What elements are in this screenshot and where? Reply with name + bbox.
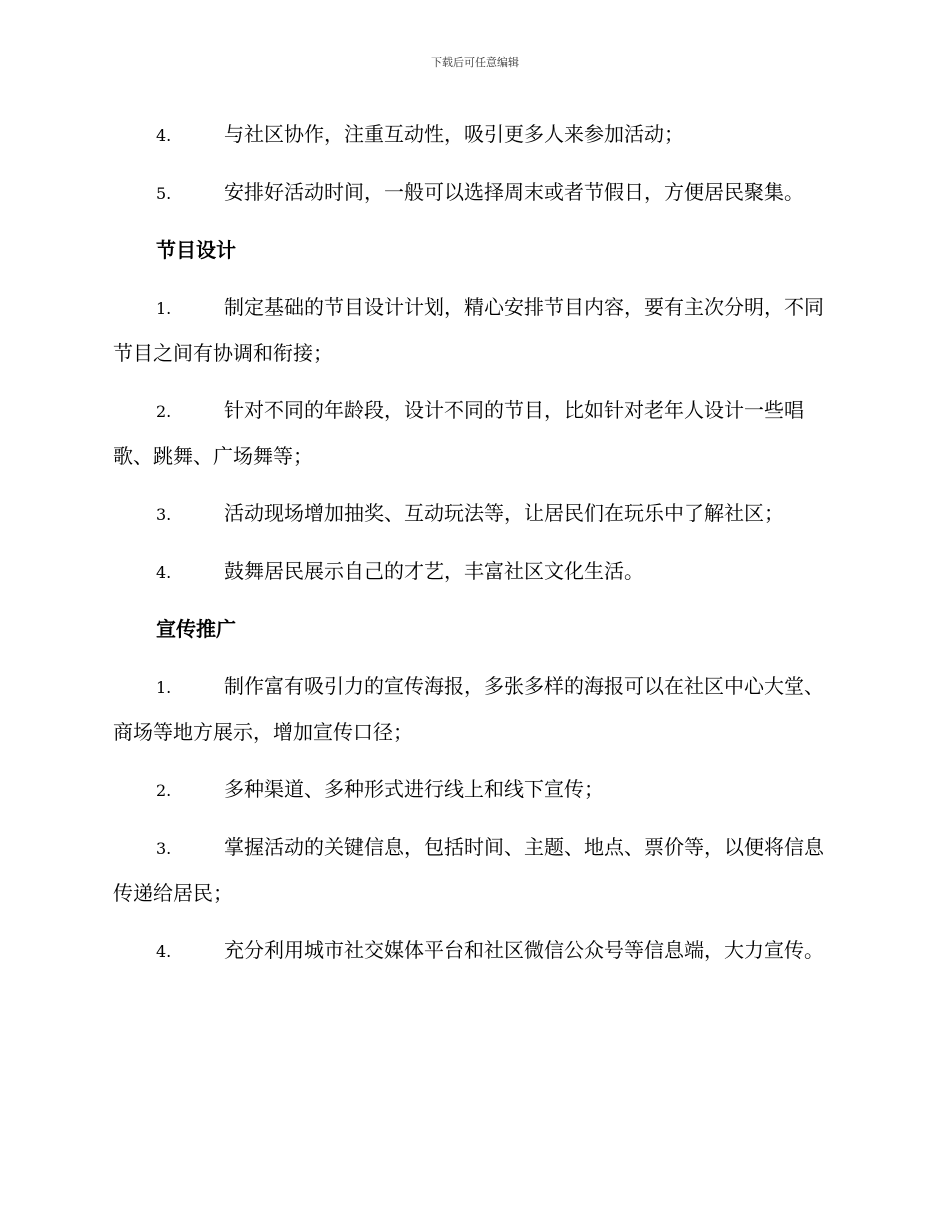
list-item xyxy=(113,767,835,813)
section-heading-promotion: 宣传推广 xyxy=(156,617,236,641)
item-number: 3. xyxy=(156,839,172,858)
item-text: 多种渠道、多种形式进行线上和线下宣传； xyxy=(224,777,604,801)
page-header: 下载后可任意编辑 xyxy=(431,56,519,69)
list-item xyxy=(113,549,835,595)
item-text: 充分利用城市社交媒体平台和社区微信公众号等信息端，大力宣传。 xyxy=(224,938,824,962)
list-item xyxy=(113,664,835,755)
list-item xyxy=(113,170,835,216)
item-number: 4. xyxy=(156,563,172,582)
item-text: 与社区协作，注重互动性，吸引更多人来参加活动； xyxy=(224,122,684,146)
list-item xyxy=(113,928,835,974)
list-item xyxy=(113,388,835,479)
item-number: 4. xyxy=(156,942,172,961)
item-text: 针对不同的年龄段，设计不同的节目，比如针对老年人设计一些唱歌、跳舞、广场舞等； xyxy=(113,398,804,468)
item-number: 2. xyxy=(156,402,172,421)
item-text: 活动现场增加抽奖、互动玩法等，让居民们在玩乐中了解社区； xyxy=(224,501,784,525)
item-number: 1. xyxy=(156,299,172,318)
document-body xyxy=(113,112,835,986)
item-text: 掌握活动的关键信息，包括时间、主题、地点、票价等，以便将信息传递给居民； xyxy=(113,835,824,905)
item-number: 3. xyxy=(156,505,172,524)
item-number: 5. xyxy=(156,184,172,203)
list-item xyxy=(113,285,835,376)
item-number: 1. xyxy=(156,678,172,697)
list-item xyxy=(113,491,835,537)
item-text: 制定基础的节目设计计划，精心安排节目内容，要有主次分明，不同节目之间有协调和衔接； xyxy=(113,295,824,365)
list-item xyxy=(113,825,835,916)
item-text: 制作富有吸引力的宣传海报，多张多样的海报可以在社区中心大堂、商场等地方展示，增加宣传口径； xyxy=(113,674,824,744)
item-number: 4. xyxy=(156,126,172,145)
item-text: 鼓舞居民展示自己的才艺，丰富社区文化生活。 xyxy=(224,559,644,583)
item-text: 安排好活动时间，一般可以选择周末或者节假日，方便居民聚集。 xyxy=(224,180,804,204)
item-number: 2. xyxy=(156,781,172,800)
list-item xyxy=(113,112,835,158)
section-heading-program-design: 节目设计 xyxy=(156,238,236,262)
